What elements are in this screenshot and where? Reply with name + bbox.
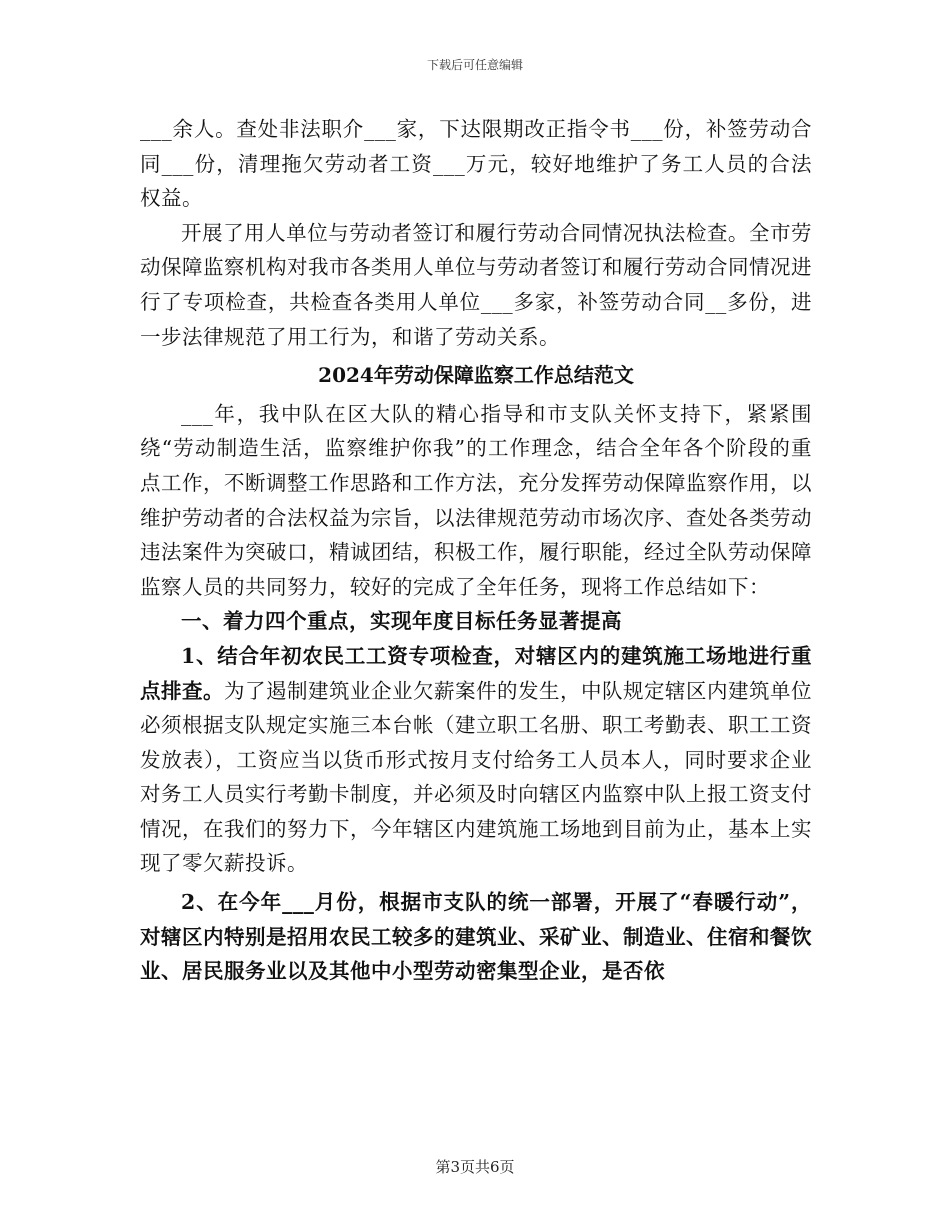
heading-1: 一、着力四个重点，实现年度目标任务显著提高 — [181, 609, 622, 634]
paragraph-4 — [140, 639, 812, 881]
section-title: 2024年劳动保障监察工作总结范文 — [318, 363, 634, 388]
paragraph-3: ___年，我中队在区大队的精心指导和市支队关怀支持下，紧紧围绕“劳动制造生活，监察维护你我”的工作理念，结合全年各个阶段的重点工作，不断调整工作思路和工作方法，充分发挥劳动保障监察作用，以维护劳动者的合法权益为宗旨，以法律规范劳动市场次序、查处各类劳动违法案件为突破口，精诚团结，积极工作，履行职能，经过全队劳动保障监察人员的共同努力，较好的完成了全年任务，现将工作总结如下： — [140, 401, 812, 599]
paragraph-4-bold: 1、结合年初农民工工资专项检查，对辖区内的建筑施工场地进行重点排查。 — [140, 643, 812, 703]
page-header: 下载后可任意编辑 — [426, 58, 523, 72]
paragraph-2: 开展了用人单位与劳动者签订和履行劳动合同情况执法检查。全市劳动保障监察机构对我市各类用人单位与劳动者签订和履行劳动合同情况进行了专项检查，共检查各类用人单位___多家，补签劳动合同__多份，进一步法律规范了用工行为，和谐了劳动关系。 — [140, 220, 812, 349]
document-body — [140, 112, 812, 989]
page-footer: 第3页共6页 — [435, 1158, 515, 1176]
paragraph-4-rest: 为了遏制建筑业企业欠薪案件的发生，中队规定辖区内建筑单位必须根据支队规定实施三本台帐（建立职工名册、职工考勤表、职工工资发放表），工资应当以货币形式按月支付给务工人员本人，同时要求企业对务工人员实行考勤卡制度，并必须及时向辖区内监察中队上报工资支付情况，在我们的努力下，今年辖区内建筑施工场地到目前为止，基本上实现了零欠薪投诉。 — [140, 678, 812, 876]
paragraph-1: ___余人。查处非法职介___家，下达限期改正指令书___份，补签劳动合同___份，清理拖欠劳动者工资___万元，较好地维护了务工人员的合法权益。 — [140, 117, 812, 211]
paragraph-5: 2、在今年___月份，根据市支队的统一部署，开展了“春暖行动”，对辖区内特别是招用农民工较多的建筑业、采矿业、制造业、住宿和餐饮业、居民服务业以及其他中小型劳动密集型企业，是否依 — [140, 890, 812, 984]
